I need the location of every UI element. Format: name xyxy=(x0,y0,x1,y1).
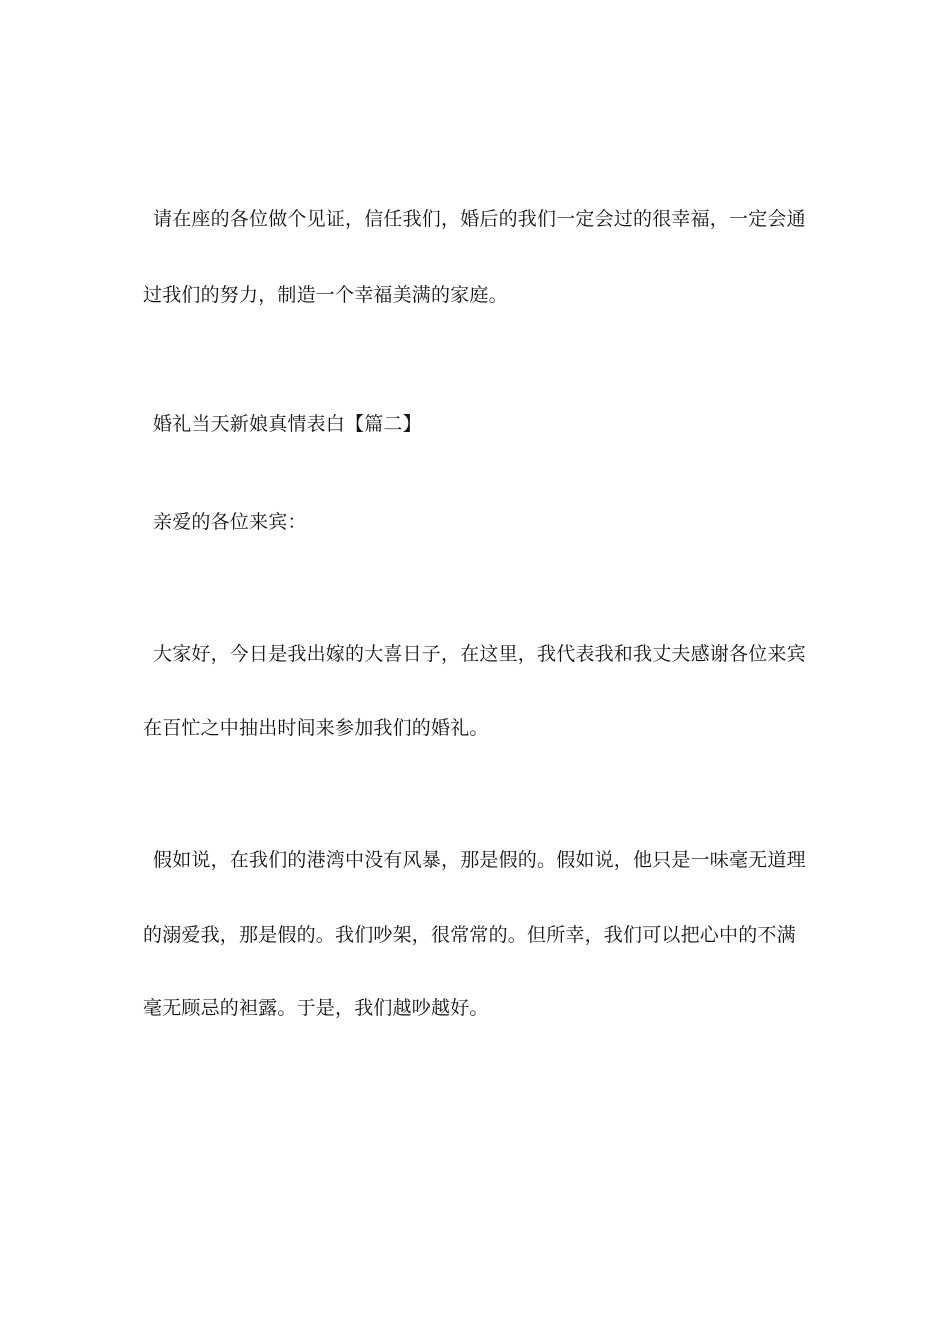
paragraph-3-line-3: 毫无顾忌的袒露。于是，我们越吵越好。 xyxy=(143,997,489,1019)
paragraph-1-line-2: 过我们的努力，制造一个幸福美满的家庭。 xyxy=(143,284,508,306)
paragraph-1-line-1: 请在座的各位做个见证，信任我们，婚后的我们一定会过的很幸福，一定会通 xyxy=(153,208,806,230)
paragraph-3-line-2: 的溺爱我，那是假的。我们吵架，很常常的。但所幸，我们可以把心中的不满 xyxy=(143,924,796,946)
paragraph-3-line-1: 假如说，在我们的港湾中没有风暴，那是假的。假如说，他只是一味毫无道理 xyxy=(153,849,806,871)
paragraph-2-line-2: 在百忙之中抽出时间来参加我们的婚礼。 xyxy=(143,717,489,739)
salutation: 亲爱的各位来宾： xyxy=(153,511,307,533)
section-heading: 婚礼当天新娘真情表白【篇二】 xyxy=(153,413,422,435)
paragraph-2-line-1: 大家好，今日是我出嫁的大喜日子，在这里，我代表我和我丈夫感谢各位来宾 xyxy=(153,643,806,665)
